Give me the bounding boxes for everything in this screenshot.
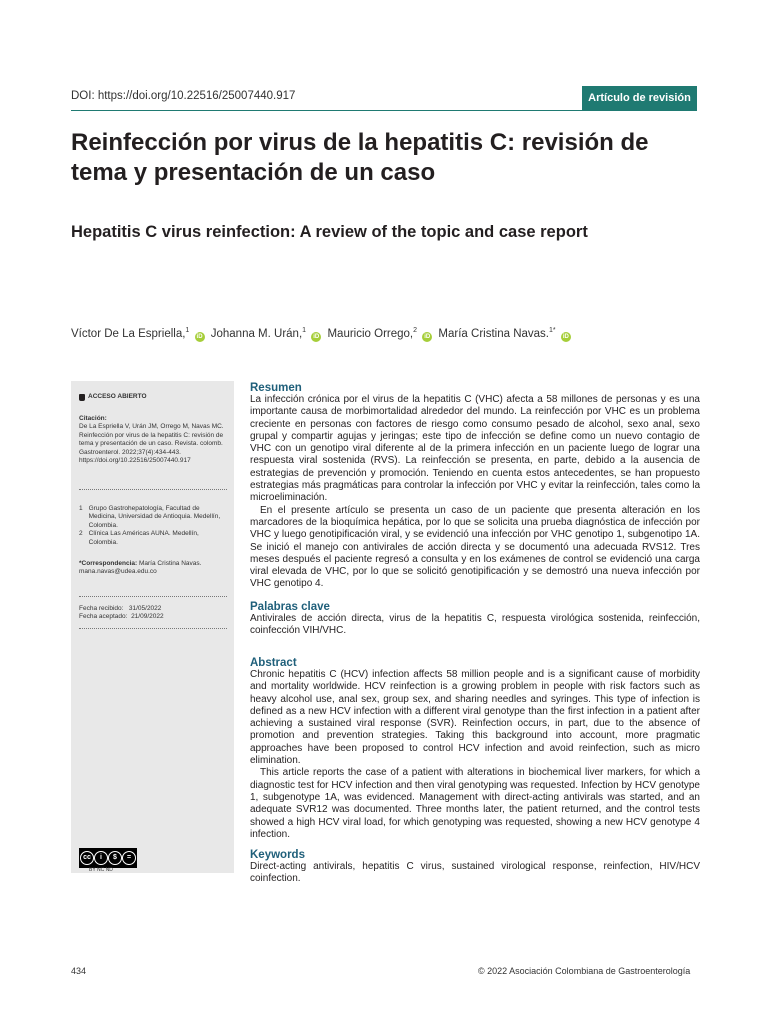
affiliation-text: Grupo Gastrohepatología, Facultad de Medicina, Universidad de Antioquia. Medellín, Colombia. xyxy=(88,505,221,529)
license-tags: BY NC ND xyxy=(89,867,113,873)
cc-icon: cc xyxy=(80,851,94,865)
divider xyxy=(79,489,227,490)
divider xyxy=(79,628,227,629)
keywords-text: Direct-acting antivirals, hepatitis C virus, sustained virological response, reinfection, HIV/HCV coinfection. xyxy=(250,861,700,885)
citation-text: De La Espriella V, Urán JM, Orrego M, Navas MC. Reinfección por virus de la hepatitis C: revisión de tema y presentación de un caso. Revista. colomb. Gastroenterol. 2022;37(4):434-443. https://doi.org/10.22516/25007440.917 xyxy=(79,423,224,465)
author-affiliation-mark: 1 xyxy=(302,327,307,334)
author-name: Mauricio Orrego, xyxy=(327,327,414,340)
correspondence xyxy=(79,560,229,577)
open-lock-icon xyxy=(79,394,85,401)
author-name: Víctor De La Espriella, xyxy=(71,327,186,340)
affiliation-text: Clínica Las Américas AUNA. Medellín, Colombia. xyxy=(88,530,199,546)
abstract-paragraph: Chronic hepatitis C (HCV) infection affects 58 million people and is a significant cause of morbidity and mortality worldwide. HCV reinfection is a growing problem in people with risk factors such as heavy alcohol use, anal sex, group sex, and sharing needles and syringes. This type of infection is defined as a new HCV infection with a different viral genotype than the first infection in a patient after achieving a sustained viral response (SVR). Reinfection occurs, in part, due to the absence of promotion and prevention strategies. Taking this background into account, more pragmatic approaches have been proposed to control HCV infection and avoid reinfection, such as micro elimination. xyxy=(250,669,700,767)
affiliation-number: 2 xyxy=(79,530,83,538)
affiliation-number: 1 xyxy=(79,505,83,512)
noncommercial-icon: $ xyxy=(108,851,122,865)
keywords-section xyxy=(250,849,700,886)
affiliation-item xyxy=(79,505,229,530)
orcid-icon[interactable]: iD xyxy=(196,333,203,340)
attribution-icon: i xyxy=(94,851,108,865)
correspondence-label: *Correspondencia: xyxy=(79,560,138,567)
accepted-label: Fecha aceptado: xyxy=(79,613,128,621)
page-number: 434 xyxy=(71,966,87,976)
open-access-label xyxy=(79,393,229,401)
abstract-heading: Abstract xyxy=(250,657,297,669)
divider xyxy=(79,596,227,597)
abstract-paragraph: This article reports the case of a patient with alterations in biochemical liver markers, for which a diagnostic test for HCV infection and then viral genotyping was requested. Infection by HCV genotype 1, subgenotype 1A, was evidenced. Management with direct-acting antivirals was started, and an adequate SVR12 was documented. Three months later, the patient returned, and the control tests showed a high HCV viral load, for which genotyping was requested, showing a new HCV genotype 4 infection. xyxy=(250,767,700,840)
received-label: Fecha recibido: xyxy=(79,605,124,612)
open-access-text: ACCESO ABIERTO xyxy=(88,393,147,400)
correspondence-email[interactable]: mana.navas@udea.edu.co xyxy=(79,568,157,576)
resumen-paragraph: La infección crónica por el virus de la hepatitis C (VHC) afecta a 58 millones de personas y es una importante causa de morbimortalidad alrededor del mundo. La reinfección por VHC es un problema creciente en personas con factores de riesgo como consumo pesado de alcohol, sexo anal, sexo grupal y compartir agujas y jeringas; este tipo de infección se define como un nuevo contagio de VHC con un genotipo viral diferente al de la primera infección en un paciente luego de lograr una respuesta viral sostenida (RVS). La reinfección se presenta, en parte, debido a la ausencia de estrategias de prevención y promoción. Teniendo en cuenta estos antecedentes, se han propuesto estrategias más pragmáticas para controlar la infección por VHC y evitar la reinfección, tales como la microeliminación. xyxy=(250,394,700,504)
doi-link[interactable]: DOI: https://doi.org/10.22516/25007440.917 xyxy=(71,90,296,102)
palabras-clave-heading: Palabras clave xyxy=(250,601,330,613)
received-date: 31/05/2022 xyxy=(128,605,162,612)
resumen-section xyxy=(250,382,700,591)
author-name: María Cristina Navas. xyxy=(438,327,549,340)
noderivatives-icon: = xyxy=(122,851,136,865)
resumen-paragraph: En el presente artículo se presenta un caso de un paciente que presenta alteración en los marcadores de la bioquímica hepática, por lo que se solicita una prueba diagnóstica de infección por VHC y luego genotipificación viral, y se evidenció una infección por VHC genotipo 1, subgenotipo 1A. Se inició el manejo con antivirales de acción directa y se documentó una adecuada RVS12. Tres meses después el paciente regresó a consulta y en los exámenes de control se evidenció una carga viral elevada de VHC, por lo que se solicitó genotipificación y se demostró una nueva infección por VHC genotipo 4. xyxy=(250,504,700,590)
citation-label: Citación: xyxy=(79,415,107,422)
author-affiliation-mark: 2 xyxy=(413,327,418,334)
author-list xyxy=(71,327,574,342)
orcid-icon[interactable]: iD xyxy=(424,333,431,340)
palabras-clave-section xyxy=(250,601,700,638)
resumen-heading: Resumen xyxy=(250,382,302,394)
title-english: Hepatitis C virus reinfection: A review of the topic and case report xyxy=(71,223,588,241)
correspondence-name: María Cristina Navas. xyxy=(138,560,202,567)
accepted-date: 21/09/2022 xyxy=(131,613,164,621)
abstract-section xyxy=(250,657,700,841)
citation-block xyxy=(79,415,229,465)
affiliation-item xyxy=(79,530,229,547)
title-spanish: Reinfección por virus de la hepatitis C: revisión de tema y presentación de un caso xyxy=(71,129,649,186)
author-affiliation-mark: 1 xyxy=(185,327,190,334)
author-name: Johanna M. Urán, xyxy=(210,327,303,340)
palabras-clave-text: Antivirales de acción directa, virus de la hepatitis C, respuesta virológica sostenida, reinfección, coinfección VIH/VHC. xyxy=(250,613,700,637)
header-rule xyxy=(71,110,697,111)
received-date-row xyxy=(79,605,229,613)
creative-commons-license-badge[interactable] xyxy=(79,848,137,868)
article-type-badge: Artículo de revisión xyxy=(582,86,697,110)
orcid-icon[interactable]: iD xyxy=(313,333,320,340)
author-affiliation-mark: 1* xyxy=(548,327,556,334)
keywords-heading: Keywords xyxy=(250,849,305,861)
affiliations xyxy=(79,505,229,547)
copyright: © 2022 Asociación Colombiana de Gastroenterología xyxy=(478,966,691,976)
article-info-sidebar xyxy=(71,381,234,873)
dates xyxy=(79,605,229,622)
orcid-icon[interactable]: iD xyxy=(562,333,569,340)
accepted-date-row xyxy=(79,613,229,621)
